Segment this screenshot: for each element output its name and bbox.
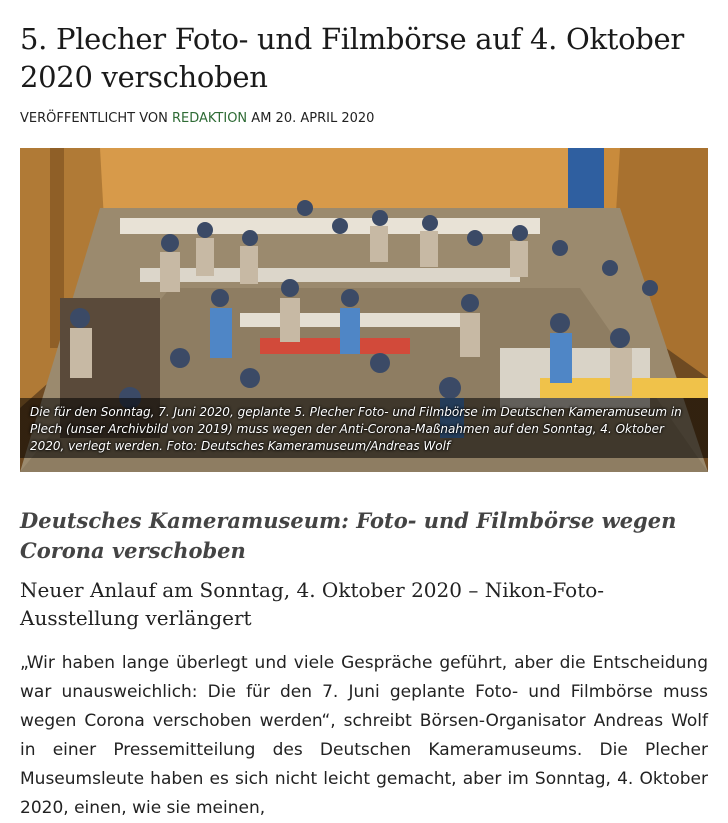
article-subheading-secondary: Neuer Anlauf am Sonntag, 4. Oktober 2020 – Nikon-Foto-Ausstellung verlängert bbox=[20, 578, 605, 630]
author-link[interactable]: REDAKTION bbox=[171, 111, 248, 126]
publish-date: 20. APRIL 2020 bbox=[275, 111, 375, 126]
article-meta bbox=[20, 111, 708, 126]
meta-prefix: VERÖFFENTLICHT VON bbox=[20, 111, 168, 126]
article-figure bbox=[20, 148, 708, 472]
photo-caption: Die für den Sonntag, 7. Juni 2020, geplante 5. Plecher Foto- und Filmbörse im Deutschen Kameramuseum in Plech (unser Archivbild von 2019) muss wegen der Anti-Corona-Maßnahmen auf den Sonntag, 4. Oktober 2020, verlegt werden. Foto: Deutsches Kameramuseum/Andreas Wolf bbox=[30, 405, 682, 453]
article-subheading-primary: Deutsches Kameramuseum: Foto- und Filmbörse wegen Corona verschoben bbox=[20, 508, 677, 563]
article-body-paragraph: „Wir haben lange überlegt und viele Gespräche geführt, aber die Entscheidung war unausweichlich: Die für den 7. Juni geplante Foto- und Filmbörse muss wegen Corona verschoben werden“, schreibt Börsen-Organisator Andreas Wolf in einer Pressemitteilung des Deutschen Kameramuseums. Die Plecher Museumsleute haben es sich nicht leicht gemacht, aber im Sonntag, 4. Oktober 2020, einen, wie sie meinen, bbox=[20, 653, 708, 818]
meta-date-prefix: AM bbox=[251, 111, 272, 126]
article-title: 5. Plecher Foto- und Filmbörse auf 4. Oktober 2020 verschoben bbox=[20, 22, 684, 94]
